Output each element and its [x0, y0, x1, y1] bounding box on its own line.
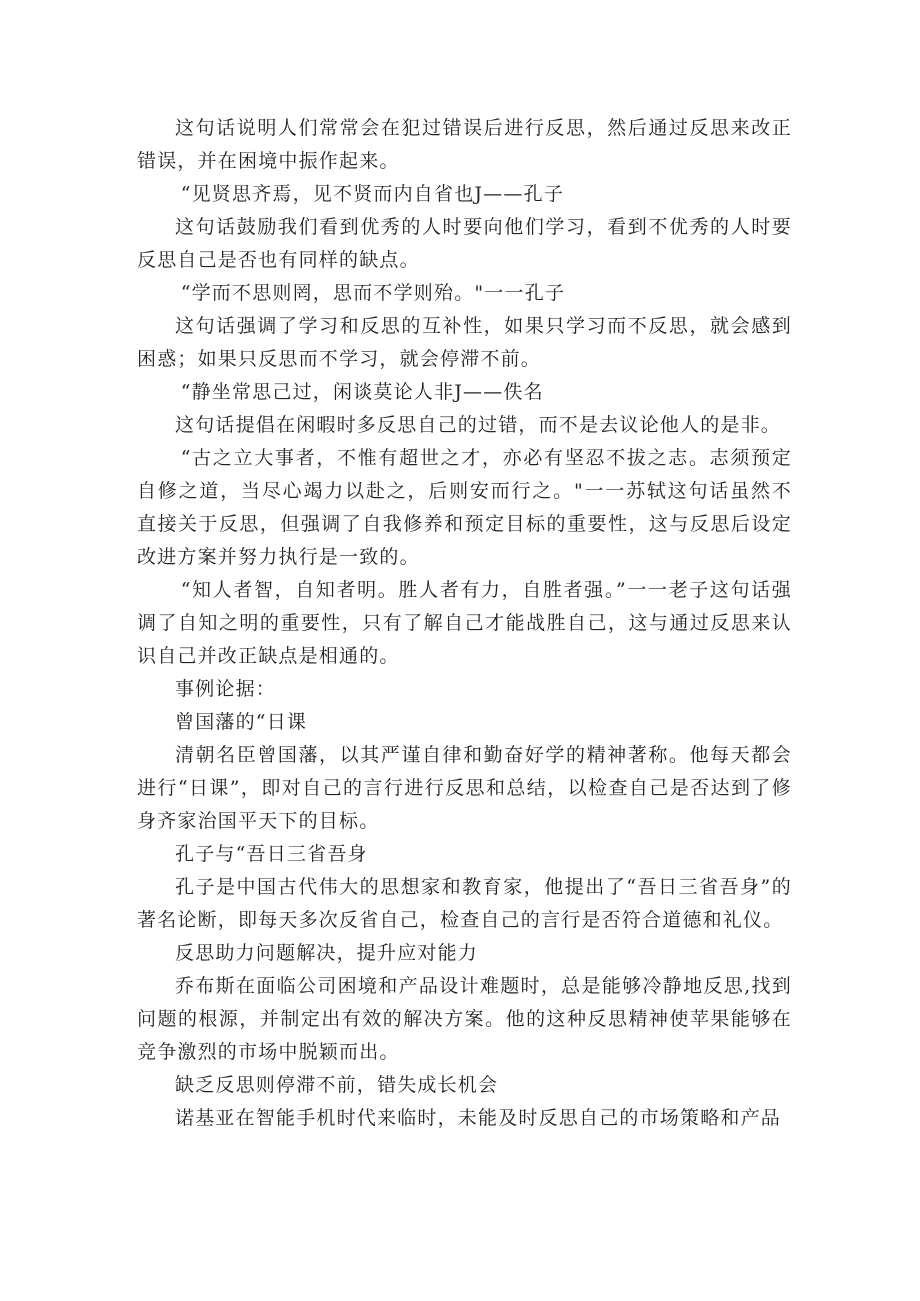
- section-heading: 事例论据：: [175, 678, 277, 700]
- quote-line: “见贤思齐焉，见不贤而内自省也J——孔子: [180, 183, 565, 205]
- paragraph: 这句话鼓励我们看到优秀的人时要向他们学习，看到不优秀的人时要反思自己是否也有同样的缺点。: [137, 216, 792, 271]
- paragraph: 清朝名臣曾国藩，以其严谨自律和勤奋好学的精神著称。他每天都会进行“日课”，即对自己的言行进行反思和总结，以检查自己是否达到了修身齐家治国平天下的目标。: [137, 744, 792, 832]
- subheading: 曾国藩的“日课: [175, 711, 308, 733]
- quote-line: “静坐常思己过，闲谈莫论人非J——佚名: [180, 381, 544, 403]
- subheading: 反思助力问题解决，提升应对能力: [175, 942, 479, 964]
- paragraph: 乔布斯在面临公司困境和产品设计难题时，总是能够冷静地反思,找到问题的根源，并制定出有效的解决方案。他的这种反思精神使苹果能够在竞争激烈的市场中脱颖而出。: [137, 975, 792, 1063]
- quote-paragraph: “知人者智，自知者明。胜人者有力，自胜者强。”一一老子这句话强调了自知之明的重要性，只有了解自己才能战胜自己，这与通过反思来认识自己并改正缺点是相通的。: [137, 579, 792, 667]
- quote-paragraph: “古之立大事者，不惟有超世之才，亦必有坚忍不拔之志。志须预定自修之道，当尽心竭力以赴之，后则安而行之。"一一苏轼这句话虽然不直接关于反思，但强调了自我修养和预定目标的重要性，这与反思后设定改进方案并努力执行是一致的。: [137, 447, 792, 568]
- paragraph: 这句话强调了学习和反思的互补性，如果只学习而不反思，就会感到困惑；如果只反思而不学习，就会停滞不前。: [137, 315, 792, 370]
- paragraph: 诺基亚在智能手机时代来临时，未能及时反思自己的市场策略和产品: [175, 1107, 782, 1129]
- paragraph: 孔子是中国古代伟大的思想家和教育家，他提出了“吾日三省吾身”的著名论断，即每天多次反省自己，检查自己的言行是否符合道德和礼仪。: [137, 876, 792, 931]
- document-body: [137, 112, 792, 1135]
- subheading: 缺乏反思则停滞不前，错失成长机会: [175, 1074, 499, 1096]
- paragraph: 这句话提倡在闲暇时多反思自己的过错，而不是去议论他人的是非。: [175, 414, 782, 436]
- subheading: 孔子与“吾日三省吾身: [175, 843, 368, 865]
- quote-line: “学而不思则罔，思而不学则殆。"一一孔子: [180, 282, 566, 304]
- paragraph: 这句话说明人们常常会在犯过错误后进行反思，然后通过反思来改正错误，并在困境中振作起来。: [137, 117, 792, 172]
